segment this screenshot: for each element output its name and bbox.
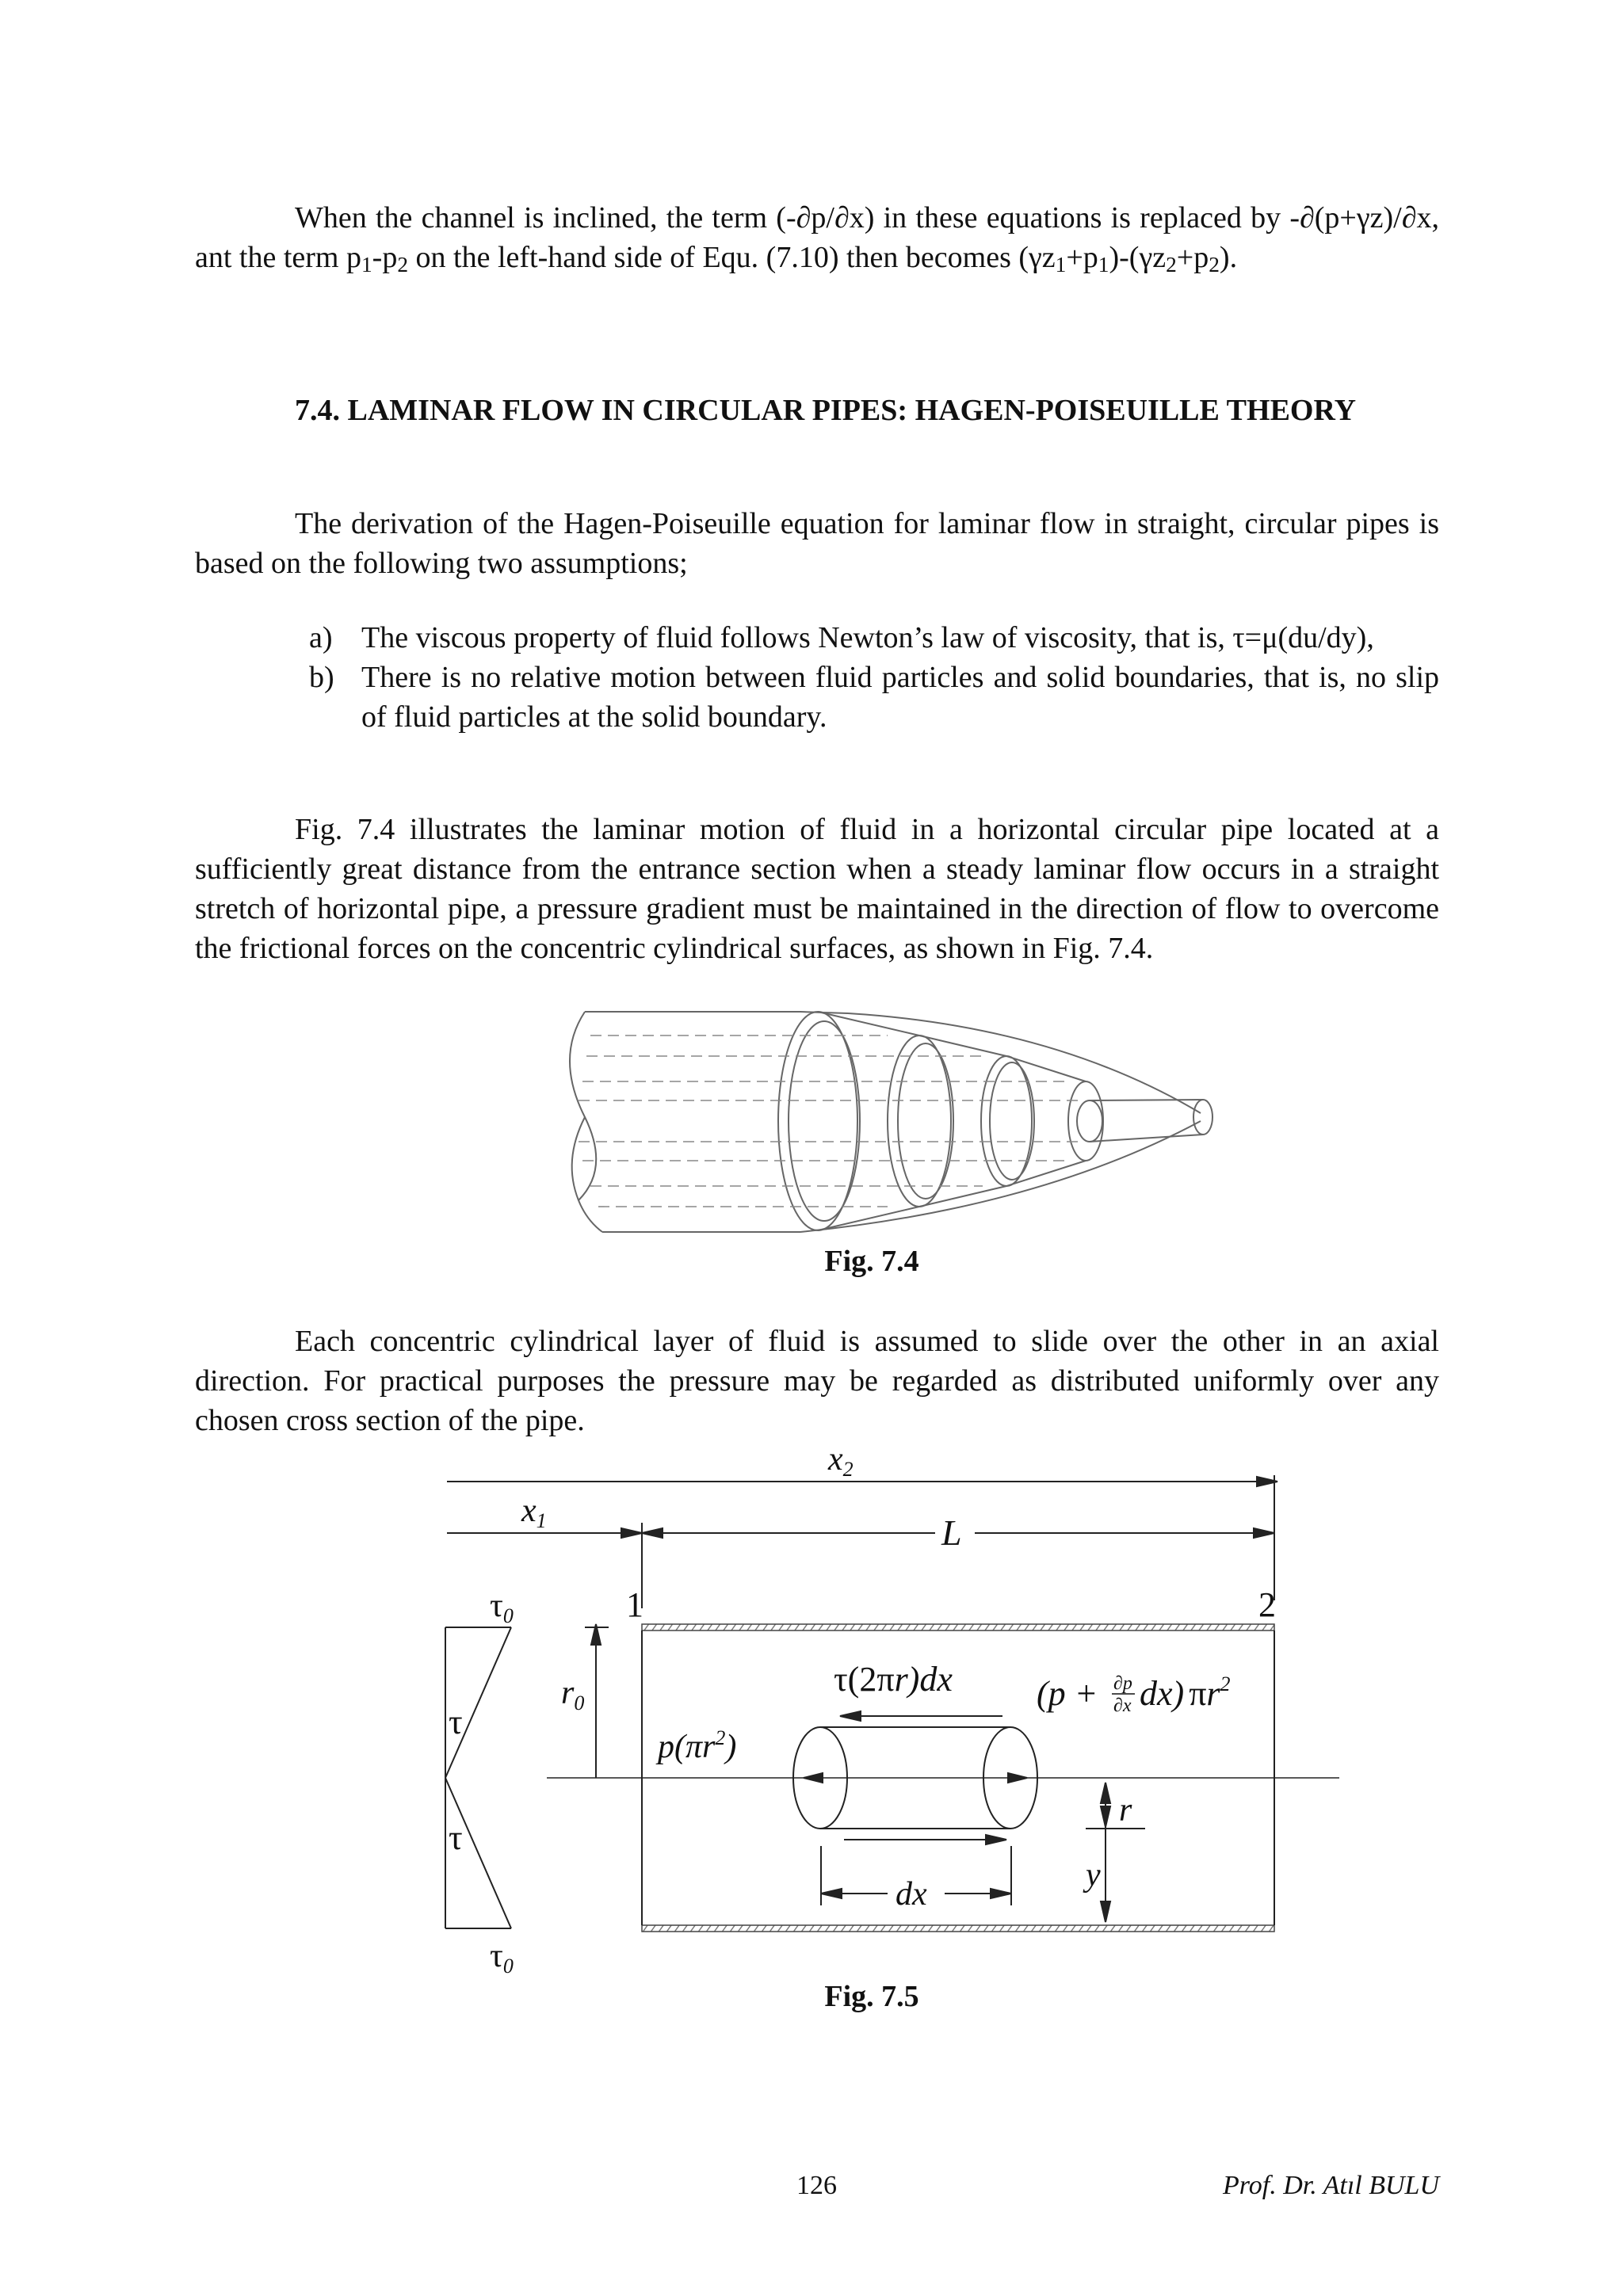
pipe-break-front [570,1012,602,1232]
text-run: ). [1219,241,1238,274]
pressure-force-right-arrow [1008,1773,1027,1783]
list-item-text: There is no relative motion between fluid particles and solid boundaries, that is, no slip of fluid particles at the solid boundary. [361,661,1439,734]
shear-force-lower-arrow-head [986,1835,1006,1844]
x2-label: x2 [828,1441,854,1481]
pressure-force-right-label-tail: dx) $\pi r^2$ [1140,1672,1231,1713]
list-marker: b) [309,661,334,694]
shear-force-arrow-head [840,1711,861,1721]
paragraph-assumptions-intro: The derivation of the Hagen-Poiseuille equation for laminar flow in straight, circular pipes is based on the following two assumptions; [195,507,1439,580]
dx-label: dx [896,1876,927,1913]
cylinder-ring-1-inner [789,1021,860,1221]
pipe-outer-top-line [585,1012,848,1013]
pressure-force-right-label: (p + [1037,1674,1098,1713]
tau0-bottom-label: τ0 [490,1938,514,1978]
text-run: on the left-hand side of Equ. (7.10) then becomes (γz [408,241,1056,274]
pressure-gradient-denominator: ∂x [1113,1695,1132,1716]
L-arrow-right [1254,1528,1274,1538]
text-run: +p [1176,241,1209,274]
subscript: 1 [361,253,372,277]
pressure-force-left-arrow [804,1773,823,1783]
section-1-label: 1 [626,1585,643,1624]
x1-label: x1 [521,1493,547,1532]
r-arrow-up [1101,1783,1110,1803]
x1-arrow-head [621,1528,642,1538]
dx-arrow-right [991,1889,1011,1898]
dx-arrow-left [821,1889,842,1898]
cylinder-ring-1 [778,1012,857,1230]
cylinder-ring-2-inner [898,1043,953,1199]
text-run: When the channel is inclined, the term (-∂p/∂x) in these equations is replaced by -∂(p+γz)/∂x, ant the term p [195,201,1439,274]
L-arrow-left [642,1528,663,1538]
subscript: 2 [1166,253,1177,277]
list-item-text: The viscous property of fluid follows Newton’s law of viscosity, that is, τ=μ(du/dy), [361,621,1374,654]
paragraph-cylindrical-layers: Each concentric cylindrical layer of fluid is assumed to slide over the other in an axial direction. For practical purposes the pressure may be regarded as distributed uniformly over any chosen cross section of the pipe. [195,1325,1439,1437]
cylinder-ring-5 [1077,1100,1102,1142]
pipe-top-wall [642,1624,1274,1630]
pressure-gradient-numerator: ∂p [1113,1673,1132,1694]
author-credit: Prof. Dr. Atıl BULU [1223,2171,1439,2200]
subscript: 2 [397,253,409,277]
figure-7-5-caption: Fig. 7.5 [824,1980,919,2013]
y-arrow-down [1101,1901,1110,1922]
list-marker: a) [309,621,333,654]
L-label: L [941,1512,962,1553]
subscript: 1 [1098,253,1109,277]
figure-7-4-caption: Fig. 7.4 [824,1245,919,1278]
pressure-force-left-label: $p(\pi r^2)$ [658,1726,737,1765]
assumption-list [309,618,1439,737]
cylinder-ring-4 [1068,1081,1103,1161]
cylinder-ring-3-inner [990,1062,1034,1180]
pipe-break-back [572,1117,585,1200]
r-label: r [1119,1792,1132,1829]
page-number: 126 [796,2171,837,2200]
y-label: y [1086,1857,1101,1894]
paragraph-fig-7-4-description: Fig. 7.4 illustrates the laminar motion of fluid in a horizontal circular pipe located at a sufficiently great distance from the entrance section when a steady laminar flow occurs in a straight stretch of horizontal pipe, a pressure gradient must be maintained in the direction of flow to overcome the frictional forces on the concentric cylindrical surfaces, as shown in Fig. 7.4. [195,813,1439,965]
tau-lower-label: τ [449,1818,463,1857]
figure-7-4-concentric-cylinders [547,1002,1244,1240]
list-item [309,658,1439,737]
text-run: -p [372,241,398,274]
paragraph-inclined-channel [195,198,1439,277]
section-heading: 7.4. LAMINAR FLOW IN CIRCULAR PIPES: HAGEN-POISEUILLE THEORY [295,394,1357,427]
shear-force-label: τ(2πr)dx [834,1660,953,1699]
cylinder-edge [1006,1056,1086,1081]
figure-7-5-force-diagram [428,1434,1347,1978]
text-run: )-(γz [1109,241,1167,274]
velocity-envelope-top [848,1013,1201,1113]
text-run: +p [1066,241,1098,274]
cylinder-tip [1193,1100,1212,1135]
subscript: 1 [1055,253,1067,277]
cylinder-edge [1006,1161,1086,1186]
r-arrow-down [1101,1806,1110,1827]
list-item [309,618,1439,658]
cylinder-ring-3 [981,1056,1032,1186]
r0-label: r0 [561,1675,585,1714]
subscript: 2 [1209,253,1220,277]
pipe-bottom-wall [642,1925,1274,1932]
tau-upper-label: τ [449,1703,463,1741]
cylinder-edge [1090,1135,1203,1142]
tau0-top-label: τ0 [490,1588,514,1627]
section-2-label: 2 [1258,1585,1276,1624]
